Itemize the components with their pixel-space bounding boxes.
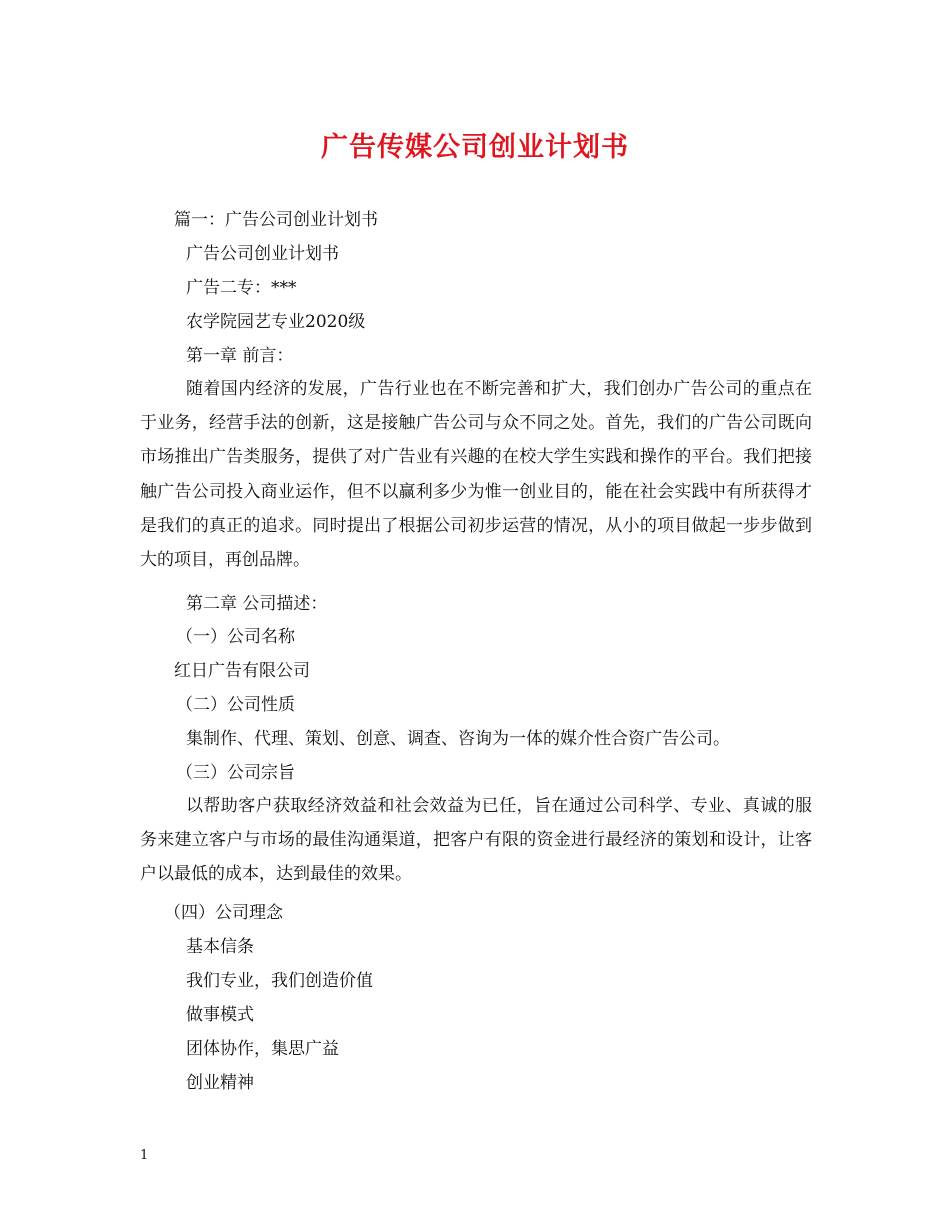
company-purpose-heading: （三）公司宗旨 [176, 763, 295, 783]
document-title: 广告传媒公司创业计划书 [321, 132, 629, 163]
purpose-paragraph: 以帮助客户获取经济效益和社会效益为已任，旨在通过公司科学、专业、真诚的服务来建立客户与市场的最佳沟通渠道，把客户有限的资金进行最经济的策划和设计，让客户以最低的成本，达到最佳的效果。 [140, 796, 812, 885]
company-name-heading: （一）公司名称 [176, 627, 295, 647]
basic-belief-label: 基本信条 [186, 937, 254, 957]
basic-belief: 我们专业，我们创造价值 [186, 971, 373, 991]
spirit-label: 创业精神 [186, 1073, 254, 1093]
preface-paragraph: 随着国内经济的发展，广告行业也在不断完善和扩大，我们创办广告公司的重点在于业务，经营手法的创新，这是接触广告公司与众不同之处。首先，我们的广告公司既向市场推出广告类服务，提供了对广告业有兴趣的在校大学生实践和操作的平台。我们把接触广告公司投入商业运作，但不以赢利多少为惟一创业目的，能在社会实践中有所获得才是我们的真正的追求。同时提出了根据公司初步运营的情况，从小的项目做起一步步做到大的项目，再创品牌。 [140, 379, 812, 571]
company-name: 红日广告有限公司 [174, 661, 310, 681]
department-line: 农学院园艺专业2020级 [186, 312, 366, 332]
section-heading-1: 篇一：广告公司创业计划书 [174, 210, 378, 230]
company-nature: 集制作、代理、策划、创意、调查、咨询为一体的媒介性合资广告公司。 [186, 729, 730, 749]
chapter-2-heading: 第二章 公司描述： [186, 594, 328, 614]
chapter-1-heading: 第一章 前言： [186, 346, 294, 366]
company-philosophy-heading: （四）公司理念 [164, 903, 283, 923]
company-nature-heading: （二）公司性质 [176, 695, 295, 715]
author-line: 广告二专：*** [186, 278, 297, 298]
work-mode-label: 做事模式 [186, 1005, 254, 1025]
plan-subtitle: 广告公司创业计划书 [186, 244, 339, 264]
work-mode: 团体协作，集思广益 [186, 1039, 339, 1059]
page-number: 1 [140, 1148, 149, 1163]
